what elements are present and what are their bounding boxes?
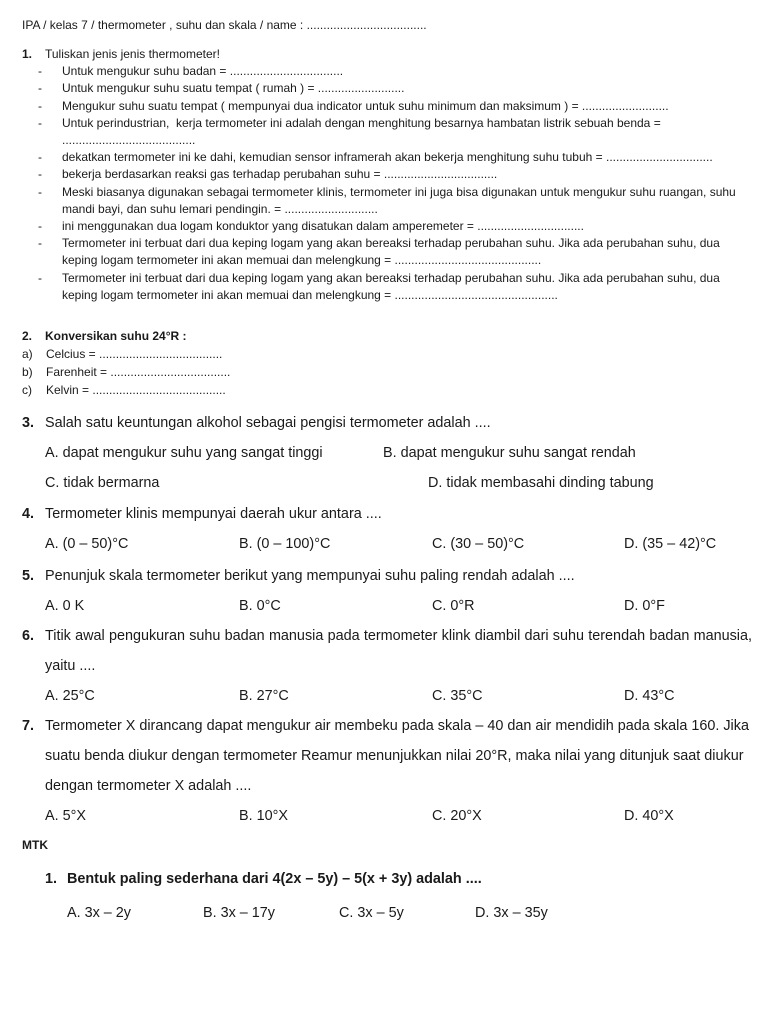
list-item: - dekatkan termometer ini ke dahi, kemudian sensor inframerah akan bekerja menghitung suhu tubuh = ................................ xyxy=(38,150,713,165)
option-a: A. 5°X xyxy=(45,808,86,824)
question-title: Tuliskan jenis jenis thermometer! xyxy=(45,47,220,61)
list-item: c) Kelvin = ........................................ xyxy=(22,383,226,398)
option-a: A. dapat mengukur suhu yang sangat tinggi xyxy=(45,445,323,461)
option-a: A. 25°C xyxy=(45,688,95,704)
option-d: D. (35 – 42)°C xyxy=(624,536,717,552)
question-7 xyxy=(22,711,752,831)
answer-options xyxy=(22,529,752,559)
answer-options xyxy=(45,898,548,928)
option-c: C. 35°C xyxy=(432,688,483,704)
list-item: - Mengukur suhu suatu tempat ( mempunyai dua indicator untuk suhu minimum dan maksimum ) = .......................... xyxy=(38,98,669,113)
option-b: B. 27°C xyxy=(239,688,289,704)
answer-options xyxy=(22,438,752,468)
answer-options xyxy=(22,801,752,831)
option-c: C. 3x – 5y xyxy=(339,905,404,921)
worksheet-header: IPA / kelas 7 / thermometer , suhu dan skala / name : .................................... xyxy=(22,18,427,32)
list-item: - ini menggunakan dua logam konduktor yang disatukan dalam amperemeter = ................................ xyxy=(38,219,584,234)
question-2 xyxy=(22,328,752,399)
option-b: B. 3x – 17y xyxy=(203,905,275,921)
option-c: C. 0°R xyxy=(432,598,475,614)
list-item: b) Farenheit = .................................... xyxy=(22,365,231,380)
question-1-heading xyxy=(22,46,752,63)
option-b: B. (0 – 100)°C xyxy=(239,536,331,552)
option-d: D. 40°X xyxy=(624,808,674,824)
question-number: 4. xyxy=(22,506,35,522)
question-1 xyxy=(22,46,752,304)
math-question-1 xyxy=(45,866,548,928)
question-text: Titik awal pengukuran suhu badan manusia pada termometer klink diambil dari suhu terendah badan manusia, yaitu .... xyxy=(45,628,752,674)
option-a: A. 3x – 2y xyxy=(67,905,131,921)
option-b: B. 0°C xyxy=(239,598,281,614)
question-number: 5. xyxy=(22,568,35,584)
option-b: B. 10°X xyxy=(239,808,288,824)
option-d: D. 43°C xyxy=(624,688,675,704)
option-c: C. 20°X xyxy=(432,808,482,824)
option-d: D. 0°F xyxy=(624,598,665,614)
question-5 xyxy=(22,561,752,621)
question-number: 1. xyxy=(22,47,33,61)
list-item: - bekerja berdasarkan reaksi gas terhadap perubahan suhu = .................................. xyxy=(38,167,498,182)
option-c: C. tidak bermarna xyxy=(45,475,160,491)
option-d: D. tidak membasahi dinding tabung xyxy=(428,475,654,491)
question-4 xyxy=(22,499,752,559)
question-text: Penunjuk skala termometer berikut yang mempunyai suhu paling rendah adalah .... xyxy=(45,568,575,584)
question-title: Konversikan suhu 24°R : xyxy=(45,329,187,343)
option-c: C. (30 – 50)°C xyxy=(432,536,525,552)
option-a: A. (0 – 50)°C xyxy=(45,536,129,552)
list-item: - Untuk perindustrian, kerja termometer ini adalah dengan menghitung besarnya hambatan listrik sebuah benda = ........................................ xyxy=(38,115,661,148)
question-number: 1. xyxy=(45,871,58,887)
list-item: - Untuk mengukur suhu suatu tempat ( rumah ) = .......................... xyxy=(38,81,405,96)
option-a: A. 0 K xyxy=(45,598,85,614)
question-number: 2. xyxy=(22,329,33,343)
answer-options xyxy=(22,681,752,711)
list-item: - Termometer ini terbuat dari dua keping logam yang akan bereaksi terhadap perubahan suhu. Jika ada perubahan suhu, dua keping logam termometer ini akan memuai dan melengkung = ................................................. xyxy=(38,270,724,302)
list-item: - Meski biasanya digunakan sebagai termometer klinis, termometer ini juga bisa digunakan untuk mengukur suhu ruangan, suhu mandi bayi, dan suhu lemari pendingin. = ............................ xyxy=(38,184,740,216)
question-text: Termometer X dirancang dapat mengukur air membeku pada skala – 40 dan air mendidih pada skala 160. Jika suatu benda diukur dengan termometer Reamur menunjukkan nilai 20°R, maka nilai yang ditunjuk saat diukur dengan termometer X adalah .... xyxy=(45,718,749,794)
option-b: B. dapat mengukur suhu sangat rendah xyxy=(383,445,636,461)
question-text: Salah satu keuntungan alkohol sebagai pengisi termometer adalah .... xyxy=(45,415,491,431)
list-item: - Termometer ini terbuat dari dua keping logam yang akan bereaksi terhadap perubahan suhu. Jika ada perubahan suhu, dua keping logam termometer ini akan memuai dan melengkung = ............................................ xyxy=(38,236,724,268)
question-text: Termometer klinis mempunyai daerah ukur antara .... xyxy=(45,506,382,522)
question-2-heading xyxy=(22,328,752,345)
question-text: Bentuk paling sederhana dari 4(2x – 5y) – 5(x + 3y) adalah .... xyxy=(67,871,482,887)
answer-options xyxy=(22,591,752,621)
question-number: 3. xyxy=(22,415,35,431)
answer-options xyxy=(22,468,752,498)
list-item: - Untuk mengukur suhu badan = .................................. xyxy=(38,64,344,79)
section-label: MTK xyxy=(22,838,48,852)
question-number: 6. xyxy=(22,628,35,644)
question-6 xyxy=(22,621,752,711)
list-item: a) Celcius = ..................................... xyxy=(22,347,223,362)
question-3 xyxy=(22,408,752,498)
option-d: D. 3x – 35y xyxy=(475,905,548,921)
question-number: 7. xyxy=(22,718,35,734)
